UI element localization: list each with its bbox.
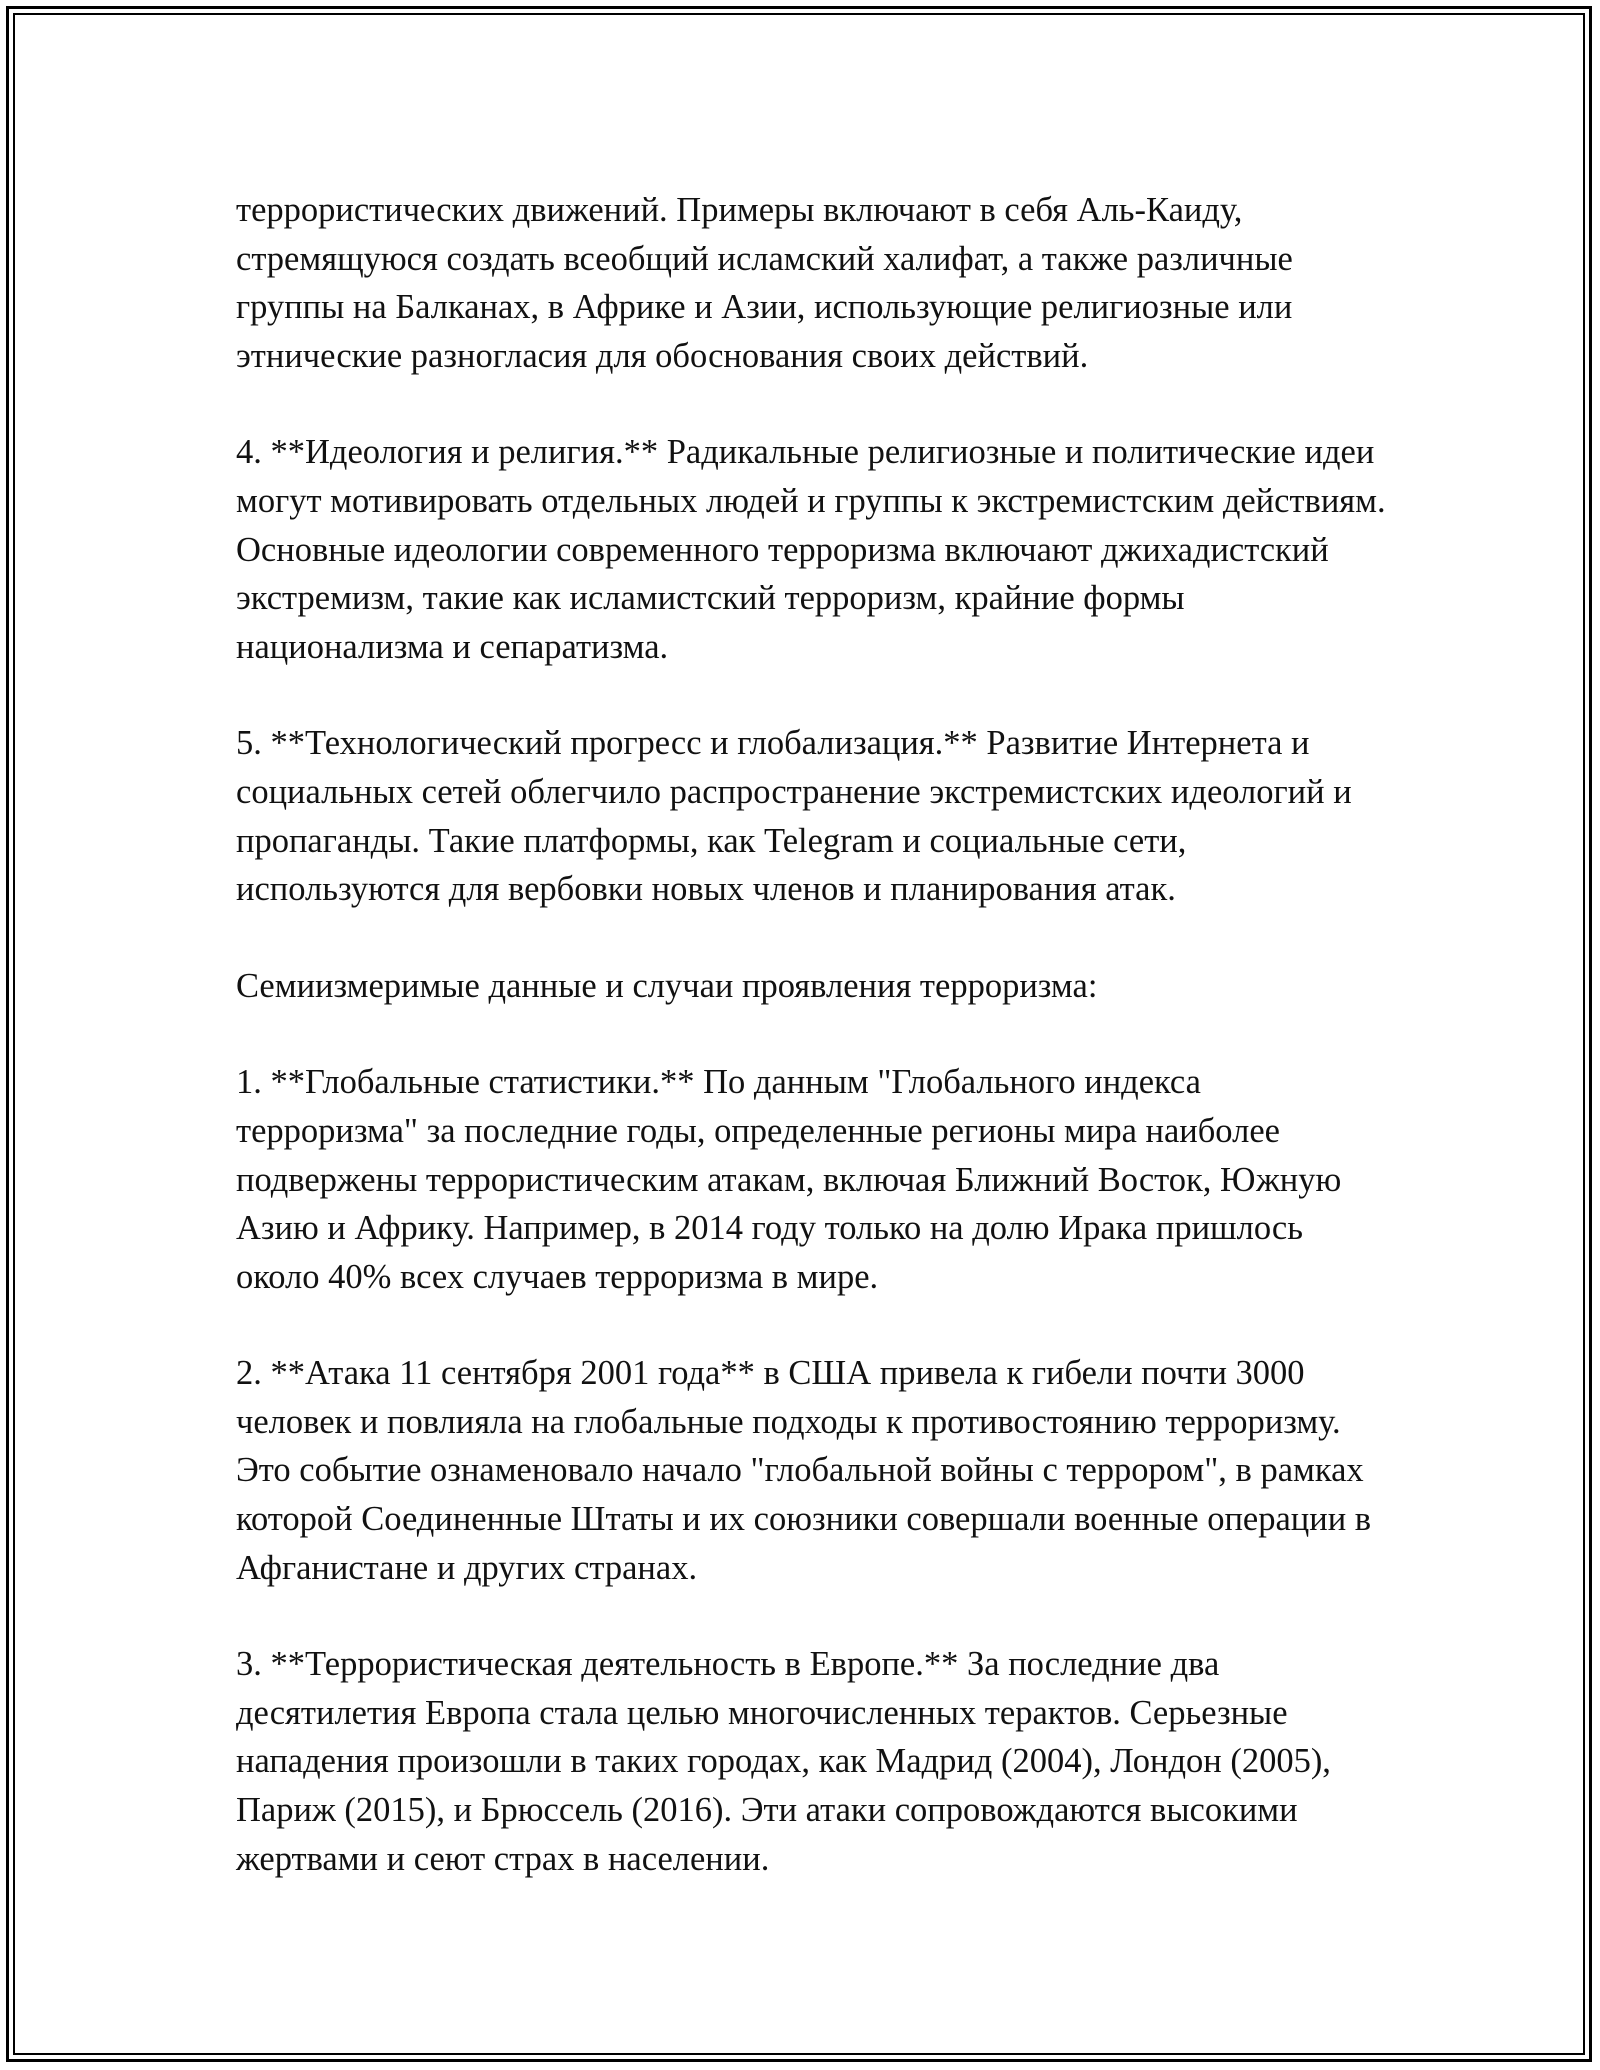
paragraph-global-statistics: 1. **Глобальные статистики.** По данным "Глобального индекса терроризма" за последние годы, определенные регионы мира наиболее подвержены террористическим атакам, включая Ближний Восток, Южную Азию и Африку. Например, в 2014 году только на долю Ирака пришлось около 40% всех случаев терроризма в мире. (236, 1063, 1342, 1296)
paragraph-ideology-religion: 4. **Идеология и религия.** Радикальные религиозные и политические идеи могут мотивировать отдельных людей и группы к экстремистским действиям. Основные идеологии современного терроризма включают джихадистский экстремизм, такие как исламистский терроризм, крайние формы национализма и сепаратизма. (236, 433, 1386, 666)
paragraph-terrorist-movements: террористических движений. Примеры включают в себя Аль-Каиду, стремящуюся создать всеобщий исламский халифат, а также различные группы на Балканах, в Африке и Азии, использующие религиозные или этнические разногласия для обоснования своих действий. (236, 191, 1293, 375)
paragraph-september-11: 2. **Атака 11 сентября 2001 года** в США привела к гибели почти 3000 человек и повлияла на глобальные подходы к противостоянию терроризму. Это событие ознаменовало начало "глобальной войны с террором", в рамках которой Соединенные Штаты и их союзники совершали военные операции в Афганистане и других странах. (236, 1354, 1372, 1587)
section-heading: Семиизмеримые данные и случаи проявления терроризма: (236, 966, 1098, 1005)
paragraph-technology-globalization: 5. **Технологический прогресс и глобализация.** Развитие Интернета и социальных сетей облегчило распространение экстремистских идеологий и пропаганды. Такие платформы, как Telegram и социальные сети, используются для вербовки новых членов и планирования атак. (236, 724, 1352, 909)
paragraph-europe-terrorism: 3. **Террористическая деятельность в Европе.** За последние два десятилетия Европа стала целью многочисленных терактов. Серьезные нападения произошли в таких городах, как Мадрид (2004), Лондон (2005), Париж (2015), и Брюссель (2016). Эти атаки сопровождаются высокими жертвами и сеют страх в населении. (236, 1645, 1331, 1878)
document-body (236, 186, 1386, 1883)
